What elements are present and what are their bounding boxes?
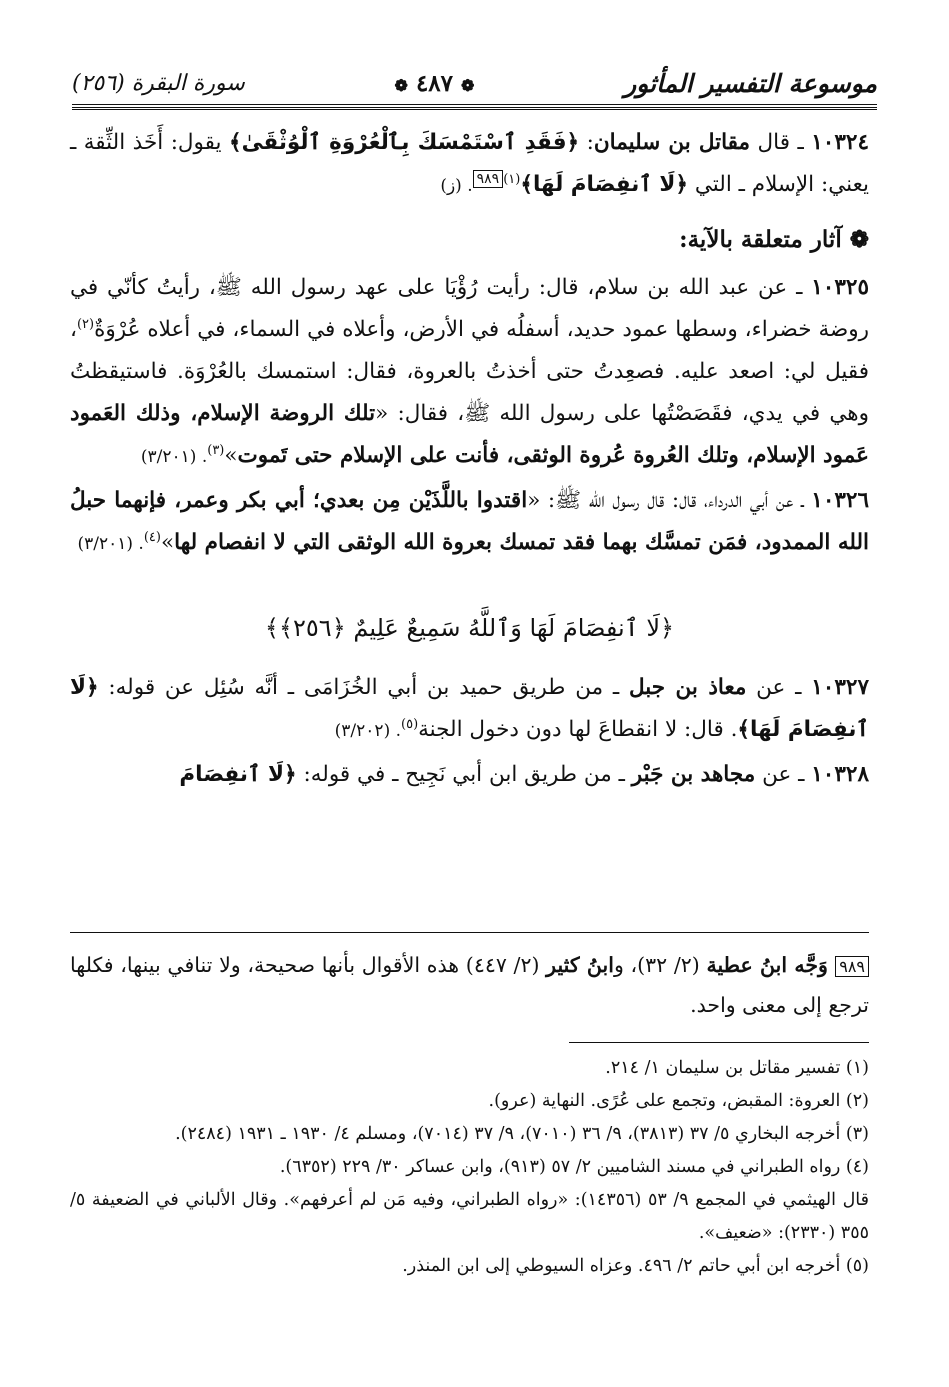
quran-quote: ﴿لَا ٱنفِصَامَ لَهَا﴾ [520, 172, 689, 197]
scholar-name: ابنُ كثير [546, 953, 614, 977]
athar-10326 [70, 480, 869, 565]
running-header [72, 58, 877, 108]
reference: . (ز) [440, 176, 473, 196]
footnote-marker: (٢) [76, 316, 95, 332]
text: ـ من طريق ابن أبي نَجِيح ـ في قوله: [296, 762, 632, 787]
surah-label: سورة البقرة (٢٥٦) [72, 70, 245, 96]
ornament-icon: ❁ [461, 75, 475, 95]
athar-10327 [70, 667, 869, 752]
editor-comment [70, 945, 869, 1025]
footnote-marker: (١) [503, 171, 521, 187]
footnote: (٥) أخرجه ابن أبي حاتم ٢/ ٤٩٦. وعزاه السيوطي إلى ابن المنذر. [402, 1256, 869, 1276]
page-number: ٤٨٧ [415, 69, 454, 97]
main-text [70, 122, 869, 798]
reference: . (٣/٢٠١) [140, 447, 208, 467]
text: : [579, 130, 594, 155]
text: يقول: أَخَذ الثِّقة ـ يعني: الإسلام ـ التي [70, 130, 869, 197]
footnote-marker: (٣) [207, 442, 225, 458]
athar-number: ١٠٣٢٤ [811, 130, 869, 155]
text: ـ من طريق حميد بن أبي الخُزَامَى ـ أنَّه سُئِل عن قوله: [98, 675, 629, 700]
narrator-name: معاذ بن جبل [629, 675, 747, 700]
quran-quote: ﴿لَا ٱنفِصَامَ [179, 762, 297, 787]
text: ، فقيل لي: اصعد عليه. فصعِدتُ حتى أخذتُ بالعروة، فقال: استمسك بالعُرْوَة. فاستيقظتُ وهي في يدي، فقَصَصْتُها على رسول الله ﷺ، فقال: « [70, 317, 869, 426]
text: ـ عن عبد الله بن سلام، قال: رأيت رُؤْيَا على عهد رسول الله ﷺ، رأيتُ كأنّي في روضة خضراء، وسطها عمود حديد، أسفلُه في الأرض، وأعلاه في السماء، في أعلاه عُرْوَةٌ [70, 275, 870, 342]
athar-number: ١٠٣٢٥ [811, 275, 869, 300]
text: » [160, 530, 175, 555]
section-heading: ❁ آثار متعلقة بالآية: [679, 226, 869, 253]
text: ـ عن [755, 762, 812, 787]
header-rule [72, 104, 877, 110]
quran-quote: ﴿لَا ٱنفِصَامَ لَهَا﴾ [70, 675, 869, 742]
text: ـ عن [746, 675, 812, 700]
footnote: (٢) العروة: المقبض، وتجمع على عُرًى. النهاية (عرو). [488, 1091, 869, 1111]
text: (٢/ ٤٤٧) هذه الأقوال بأنها صحيحة، ولا تنافي بينها، فكلها ترجع إلى معنى واحد. [70, 953, 869, 1017]
text: ـ عن أبي الدرداء، قال: قال رسول الله ﷺ: « [527, 488, 812, 513]
ornament-icon: ❁ [394, 75, 408, 95]
comment-marker: ٩٨٩ [473, 170, 504, 188]
hadith-text: تلك الروضة الإسلام، وذلك العَمود عَمود الإسلام، وتلك العُروة عُروة الوثقى، فأنت على الإسلام حتى تَموت [70, 401, 869, 468]
scholar-name: ابنُ عطية [706, 953, 788, 977]
footnote-marker: (٥) [401, 716, 419, 732]
comment-separator [70, 932, 869, 933]
comment-number: ٩٨٩ [835, 956, 869, 977]
text: » [224, 443, 238, 468]
footnote-marker: (٤) [143, 529, 161, 545]
footnote: (٤) رواه الطبراني في مسند الشاميين ٢/ ٥٧ (٩١٣)، وابن عساكر ٣٠/ ٢٢٩ (٦٣٥٢). [279, 1157, 869, 1177]
athar-10325 [70, 267, 869, 478]
footnote: (١) تفسير مقاتل بن سليمان ١/ ٢١٤. [605, 1058, 869, 1078]
reference: . (٣/٢٠٢) [334, 721, 402, 741]
book-title: موسوعة التفسير المأثور [624, 68, 877, 98]
ayah-heading: ﴿لَا ٱنفِصَامَ لَهَا وَٱللَّهُ سَمِيعٌ عَلِيمٌ ﴿٢٥٦﴾﴾ [264, 614, 675, 642]
text: وَجَّه [787, 953, 836, 977]
footnote: قال الهيثمي في المجمع ٩/ ٥٣ (١٤٣٥٦): «رواه الطبراني، وفيه مَن لم أعرفهم». وقال الألباني في الضعيفة ٥/ ٣٥٥ (٢٣٣٠): «ضعيف». [70, 1190, 869, 1243]
footnotes [70, 1052, 869, 1283]
narrator-name: مقاتل بن سليمان [593, 130, 751, 155]
athar-number: ١٠٣٢٦ [811, 488, 870, 513]
hadith-text: اقتدوا باللَّذَيْن مِن بعدي؛ أبي بكر وعمر، فإنهما حبلُ الله الممدود، فمَن تمسَّك بهما فقد تمسك بعروة الله الوثقى التي لا انفصام لها [70, 488, 869, 555]
text: (٢/ ٣٢)، و [613, 953, 707, 977]
reference: . (٣/٢٠١) [77, 534, 144, 554]
quran-quote: ﴿فَقَدِ ٱسْتَمْسَكَ بِٱلْعُرْوَةِ ٱلْوُثْقَىٰ﴾ [229, 130, 580, 155]
athar-number: ١٠٣٢٨ [811, 762, 869, 787]
athar-10328 [70, 754, 869, 796]
narrator-name: مجاهد بن جَبْر [631, 762, 756, 787]
text: . قال: لا انقطاعَ لها دون دخول الجنة [418, 717, 738, 742]
athar-10324 [70, 122, 869, 207]
page-number-group [395, 70, 475, 97]
footnote-separator [569, 1042, 869, 1043]
footnote: (٣) أخرجه البخاري ٥/ ٣٧ (٣٨١٣)، ٩/ ٣٦ (٧٠١٠)، ٩/ ٣٧ (٧٠١٤)، ومسلم ٤/ ١٩٣٠ ـ ١٩٣١ (٢٤٨٤). [175, 1124, 869, 1144]
athar-number: ١٠٣٢٧ [811, 675, 869, 700]
text: ـ قال [750, 130, 812, 155]
